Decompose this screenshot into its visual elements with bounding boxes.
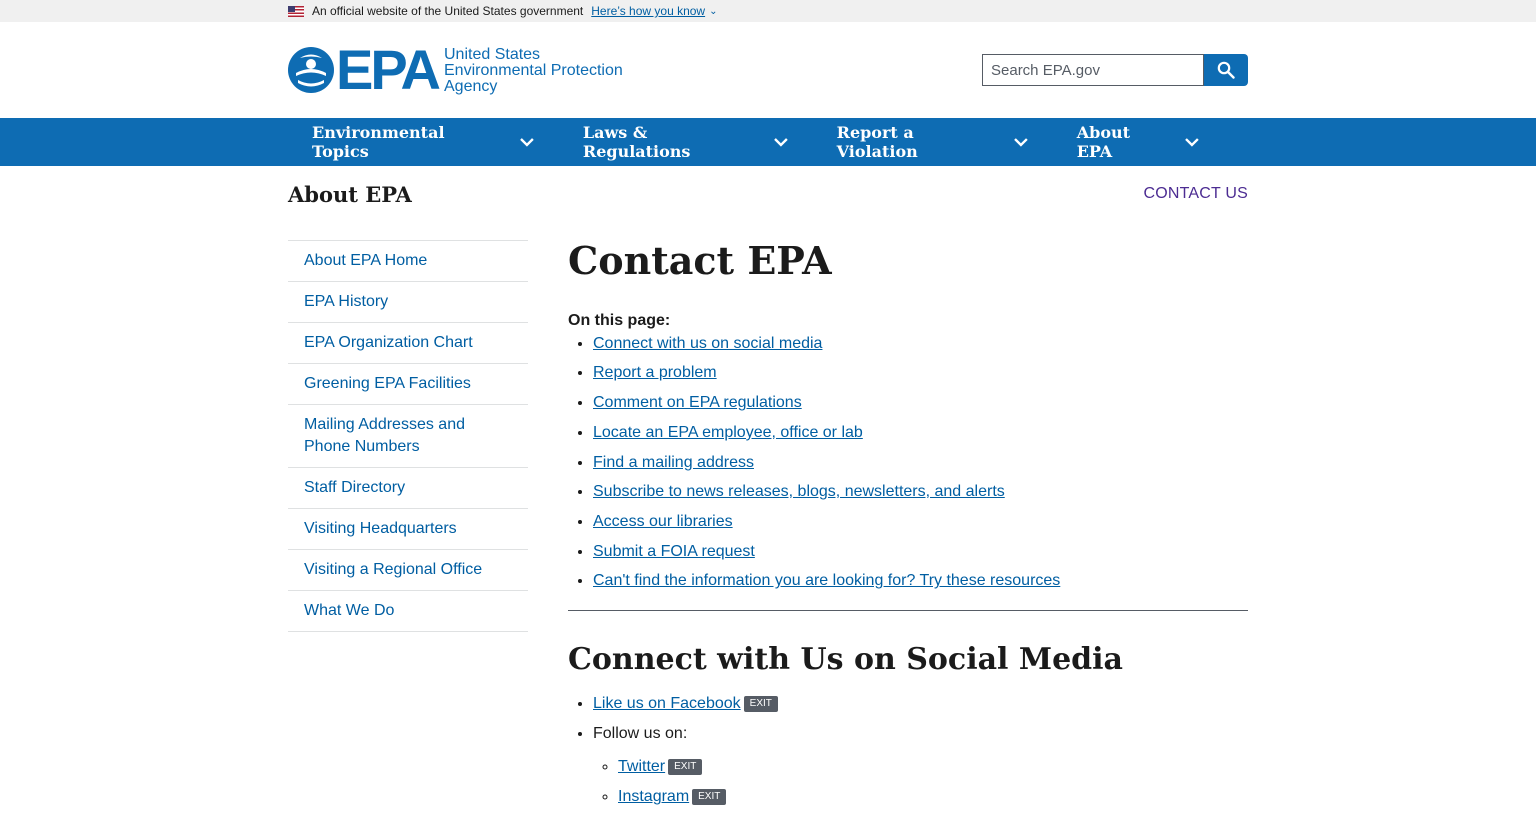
section-bar	[288, 166, 1248, 222]
chevron-down-icon	[1184, 137, 1200, 147]
social-item-twitter	[618, 757, 1248, 777]
follow-sublist	[593, 757, 1248, 807]
sidenav-item[interactable]	[288, 468, 528, 509]
sidenav-item[interactable]	[288, 323, 528, 364]
page-content	[288, 166, 1248, 817]
sidenav-link[interactable]: Visiting a Regional Office	[304, 561, 483, 578]
sidenav-item[interactable]	[288, 509, 528, 550]
sidenav-link[interactable]: Mailing Addresses and Phone Numbers	[304, 416, 465, 455]
nav-environmental-topics[interactable]	[312, 123, 535, 161]
nav-label: Environmental Topics	[312, 123, 445, 161]
main-nav	[0, 118, 1536, 166]
nav-label: About EPA	[1076, 123, 1131, 161]
nav-about-epa[interactable]	[1077, 123, 1200, 161]
sidenav-link[interactable]: Visiting Headquarters	[304, 520, 457, 537]
gov-banner	[0, 0, 1536, 22]
toc-link[interactable]: Can't find the information you are looking for? Try these resources	[593, 572, 1061, 590]
sidenav-item[interactable]	[288, 591, 528, 632]
contact-us-link[interactable]: CONTACT US	[1143, 185, 1248, 202]
nav-label: Laws & Regulations	[582, 123, 691, 161]
on-this-page-list	[568, 334, 1248, 592]
toc-item	[593, 512, 1248, 532]
exit-badge[interactable]: EXIT	[692, 789, 726, 805]
toc-link[interactable]: Connect with us on social media	[593, 334, 823, 352]
exit-badge[interactable]: EXIT	[668, 759, 702, 775]
toc-item	[593, 482, 1248, 502]
logo-line-2: Environmental Protection	[444, 62, 623, 79]
social-item-facebook	[593, 694, 1248, 714]
logo-line-1: United States	[444, 46, 541, 63]
epa-flower-icon	[288, 47, 334, 93]
search-input[interactable]	[982, 54, 1204, 86]
search-icon	[1217, 61, 1235, 79]
toc-link[interactable]: Find a mailing address	[593, 453, 754, 471]
chevron-down-icon[interactable]: ⌄	[709, 5, 718, 17]
site-header	[0, 22, 1536, 118]
gov-banner-text: An official website of the United States government	[312, 4, 584, 18]
sidenav-item[interactable]	[288, 405, 528, 468]
section-divider	[568, 610, 1248, 611]
toc-link[interactable]: Report a problem	[593, 364, 717, 382]
toc-link[interactable]: Subscribe to news releases, blogs, newsletters, and alerts	[593, 483, 1005, 501]
sidenav-link[interactable]: What We Do	[304, 602, 395, 619]
sidenav-item[interactable]	[288, 282, 528, 323]
toc-item	[593, 423, 1248, 443]
social-heading: Connect with Us on Social Media	[568, 642, 1123, 678]
sidenav-link[interactable]: EPA History	[304, 293, 389, 310]
social-item-follow	[593, 724, 1248, 807]
instagram-link[interactable]: Instagram	[618, 788, 690, 806]
sidenav-item[interactable]	[288, 550, 528, 591]
chevron-down-icon	[773, 137, 789, 147]
social-item-instagram	[618, 787, 1248, 807]
side-nav	[288, 240, 528, 817]
chevron-down-icon	[1013, 137, 1029, 147]
main-content	[568, 240, 1248, 817]
sidenav-link[interactable]: Greening EPA Facilities	[304, 375, 471, 392]
sidenav-item[interactable]	[288, 364, 528, 405]
toc-item	[593, 542, 1248, 562]
logo-line-3: Agency	[444, 78, 498, 95]
twitter-link[interactable]: Twitter	[618, 758, 666, 776]
toc-link[interactable]: Submit a FOIA request	[593, 542, 755, 560]
toc-item	[593, 363, 1248, 383]
nav-laws-regulations[interactable]	[583, 123, 789, 161]
section-title: About EPA	[288, 181, 412, 207]
us-flag-icon	[288, 6, 304, 17]
toc-item	[593, 453, 1248, 473]
sidenav-link[interactable]: About EPA Home	[304, 252, 428, 269]
on-this-page-label: On this page:	[568, 311, 671, 329]
toc-link[interactable]: Comment on EPA regulations	[593, 394, 802, 412]
nav-label: Report a Violation	[836, 123, 918, 161]
social-list	[568, 694, 1248, 807]
logo-agency-name	[444, 47, 623, 95]
heres-how-you-know-link[interactable]: Here’s how you know	[591, 4, 706, 18]
sidenav-item[interactable]	[288, 241, 528, 282]
sidenav-link[interactable]: Staff Directory	[304, 479, 406, 496]
nav-report-violation[interactable]	[837, 123, 1029, 161]
page-title: Contact EPA	[568, 238, 832, 283]
toc-item	[593, 334, 1248, 354]
logo-epa-text: EPA	[336, 38, 438, 101]
chevron-down-icon	[519, 137, 535, 147]
follow-us-label: Follow us on:	[593, 725, 688, 743]
toc-link[interactable]: Locate an EPA employee, office or lab	[593, 423, 863, 441]
toc-item	[593, 393, 1248, 413]
search-form	[982, 54, 1248, 86]
exit-badge[interactable]: EXIT	[744, 696, 778, 712]
facebook-link[interactable]: Like us on Facebook	[593, 695, 741, 713]
epa-logo[interactable]	[288, 38, 623, 101]
search-button[interactable]	[1204, 54, 1248, 86]
sidenav-link[interactable]: EPA Organization Chart	[304, 334, 473, 351]
toc-link[interactable]: Access our libraries	[593, 512, 733, 530]
toc-item	[593, 571, 1248, 591]
